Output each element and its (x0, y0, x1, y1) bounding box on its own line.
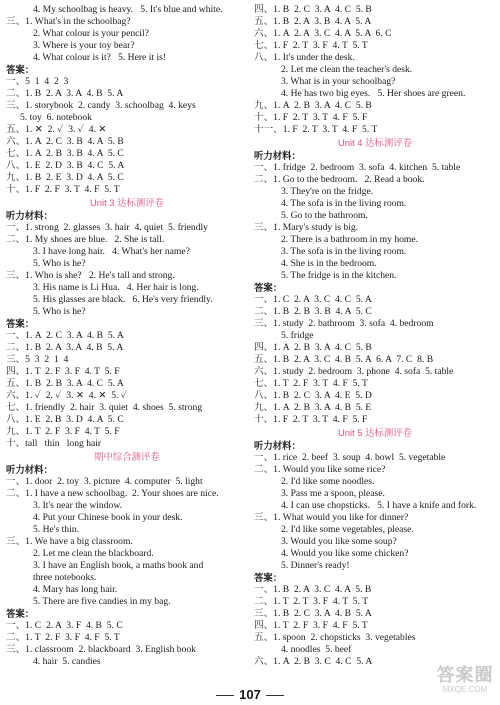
answer-line: 一、1. C 2. A 3. F 4. B 5. C (6, 620, 123, 631)
answer-line: 八、1. It's under the desk. (254, 52, 355, 63)
answer-line: 三、1. What would you like for dinner? (254, 512, 409, 523)
answer-line: 3. Where is your toy bear? (33, 40, 135, 51)
answer-line: 四、1. B 2. C 3. A 4. C 5. B (254, 4, 372, 15)
answer-line: 十、1. F 2. T 3. T 4. F 5. F (254, 112, 368, 123)
section-heading: Unit 5 达标测评卷 (338, 427, 412, 438)
answer-line: three notebooks. (33, 572, 97, 583)
answer-line: 4. hair 5. candies (33, 656, 101, 667)
answer-line: 三、1. storybook 2. candy 3. schoolbag 4. keys (6, 100, 196, 111)
answer-line: 3. I have long hair. 4. What's her name? (33, 246, 190, 257)
answer-line: 六、1. A 2. B 3. C 4. C 5. A (254, 656, 373, 667)
answer-line: 八、1. E 2. D 3. B 4. C 5. A (6, 160, 125, 171)
section-label: 答案： (6, 318, 35, 329)
answer-line: 二、1. T 2. T 3. F 4. T 5. T (254, 596, 369, 607)
answer-line: 4. He has two big eyes. 5. Her shoes are green. (281, 88, 466, 99)
answer-line: 5. There are five candies in my bag. (33, 596, 171, 607)
section-label: 听力材料： (6, 464, 53, 475)
answer-line: 4. I can use chopsticks. 5. I have a knife and fork. (281, 500, 477, 511)
answer-line: 九、1. A 2. B 3. A 4. B 5. E (254, 402, 372, 413)
page-number-dash-left (216, 695, 234, 696)
answer-line: 三、1. B 2. C 3. A 4. B 5. A (254, 608, 372, 619)
answer-line: 二、1. I have a new schoolbag. 2. Your shoes are nice. (6, 488, 219, 499)
section-label: 答案： (254, 572, 283, 583)
answer-line: 3. I have an English book, a maths book and (33, 560, 204, 571)
answer-line: 三、1. study 2. bathroom 3. sofa 4. bedroom (254, 318, 434, 329)
answer-line: 3. His name is Li Hua. 4. Her hair is long. (33, 282, 199, 293)
answer-line: 二、1. Would you like some rice? (254, 464, 386, 475)
answer-line: 三、1. We have a big classroom. (6, 536, 133, 547)
answer-line: 七、1. A 2. B 3. B 4. A 5. C (6, 148, 124, 159)
answer-line: 四、1. A 2. B 3. A 4. C 5. B (254, 342, 372, 353)
answer-line: 4. noodles 5. beef (281, 644, 352, 655)
answer-line: 三、1. What's in the schoolbag? (6, 16, 131, 27)
answer-line: 七、1. T 2. F 3. T 4. F 5. T (254, 378, 368, 389)
answer-line: 五、1. B 2. A 3. C 4. B 5. A 6. A 7. C 8. B (254, 354, 434, 365)
answer-line: 5. fridge (281, 330, 314, 341)
answer-line: 四、1. T 2. F 3. F 4. T 5. F (6, 366, 120, 377)
answer-line: 九、1. T 2. F 3. F 4. T 5. F (6, 426, 120, 437)
answer-line: 4. My schoolbag is heavy. 5. It's blue and white. (33, 4, 223, 15)
section-label: 答案： (254, 282, 283, 293)
answer-line: 一、1. A 2. C 3. A 4. B 5. A (6, 330, 124, 341)
answer-line: 一、1. strong 2. glasses 3. hair 4. quiet 5. friendly (6, 222, 208, 233)
section-label: 听力材料： (254, 150, 301, 161)
section-label: 答案： (6, 64, 35, 75)
answer-line: 三、5 3 2 1 4 (6, 354, 69, 365)
answer-line: 5. Who is he? (33, 258, 86, 269)
answer-line: 2. What colour is your pencil? (33, 28, 149, 39)
answer-line: 八、1. E 2. B 3. D 4. A 5. C (6, 414, 124, 425)
watermark-logo (434, 665, 496, 701)
answer-line: 十、1. F 2. T 3. T 4. F 5. F (254, 414, 368, 425)
answer-line: 一、1. door 2. toy 3. picture 4. computer 5. light (6, 476, 203, 487)
section-heading: Unit 4 达标测评卷 (338, 137, 412, 148)
answer-line: 5. His glasses are black. 6. He's very friendly. (33, 294, 213, 305)
answer-line: 三、1. Mary's study is big. (254, 222, 359, 233)
answer-line: 一、1. fridge 2. bedroom 3. sofa 4. kitchen 5. table (254, 162, 461, 173)
answer-line: 二、1. B 2. A 3. A 4. B 5. A (6, 342, 124, 353)
answer-line: 五、1. B 2. A 3. B 4. A 5. A (254, 16, 372, 27)
watermark-url: MXQE.COM (442, 685, 488, 694)
answer-line: 二、1. B 2. B 3. B 4. A 5. C (254, 306, 372, 317)
answer-line: 5. toy 6. notebook (20, 112, 92, 123)
answer-line: 二、1. My shoes are blue. 2. She is tall. (6, 234, 165, 245)
answer-line: 5. Who is he? (33, 306, 86, 317)
answer-line: 3. What is in your schoolbag? (281, 76, 396, 87)
answer-line: 四、1. T 2. F 3. F 4. F 5. T (254, 620, 368, 631)
answer-line: 七、1. F 2. T 3. F 4. T 5. T (254, 40, 368, 51)
answer-line: 2. There is a bathroom in my home. (281, 234, 419, 245)
answer-line: 六、1. ✓ 2. ✓ 3. ✕ 4. ✕ 5. ✓ (6, 390, 127, 401)
answer-line: 5. The fridge is in the kitchen. (281, 270, 397, 281)
answer-line: 八、1. B 2. C 3. A 4. E 5. D (254, 390, 372, 401)
answer-line: 3. The sofa is in the living room. (281, 246, 407, 257)
answer-line: 4. The sofa is in the living room. (281, 198, 407, 209)
left-column (6, 4, 248, 668)
answer-line: 一、1. B 2. A 3. C 4. A 5. B (254, 584, 372, 595)
answer-line: 2. I'd like some vegetables, please. (281, 524, 414, 535)
answer-line: 六、1. A 2. C 3. B 4. A 5. B (6, 136, 124, 147)
answer-line: 2. Let me clean the teacher's desk. (281, 64, 413, 75)
answer-line: 3. It's near the window. (33, 500, 123, 511)
answer-line: 2. Let me clean the blackboard. (33, 548, 154, 559)
answer-line: 六、1. A 2. A 3. C 4. A 5. A 6. C (254, 28, 392, 39)
section-label: 听力材料： (6, 210, 53, 221)
answer-line: 二、1. T 2. F 3. F 4. F 5. T (6, 632, 120, 643)
answer-line: 九、1. A 2. B 3. A 4. C 5. B (254, 100, 372, 111)
answer-line: 三、1. Who is she? 2. He's tall and strong. (6, 270, 175, 281)
answer-line: 十、tall thin long hair (6, 438, 102, 449)
answer-line: 5. Go to the bathroom. (281, 210, 368, 221)
section-label: 听力材料： (254, 440, 301, 451)
right-column (254, 4, 496, 668)
answer-line: 4. Would you like some chicken? (281, 548, 409, 559)
answer-line: 十一、1. F 2. T 3. T 4. F 5. T (254, 124, 378, 135)
answer-line: 5. He's thin. (33, 524, 79, 535)
watermark-text: 答案圈 (436, 665, 494, 685)
answer-line: 二、1. B 2. A 3. A 4. B 5. A (6, 88, 124, 99)
page-number-dash-right (266, 695, 284, 696)
answer-line: 九、1. B 2. E 3. D 4. A 5. C (6, 172, 124, 183)
answer-line: 3. Would you like some soup? (281, 536, 397, 547)
answer-line: 十、1. F 2. F 3. T 4. F 5. T (6, 184, 120, 195)
answer-line: 4. Put your Chinese book in your desk. (33, 512, 183, 523)
answer-line: 一、1. C 2. A 3. C 4. C 5. A (254, 294, 372, 305)
answer-line: 六、1. study 2. bedroom 3. phone 4. sofa 5. table (254, 366, 454, 377)
answer-line: 三、1. classroom 2. blackboard 3. English book (6, 644, 196, 655)
page-number-text: 107 (239, 687, 261, 702)
section-heading: 期中综合测评卷 (94, 451, 160, 462)
answer-line: 4. She is in the bedroom. (281, 258, 377, 269)
section-label: 答案： (6, 608, 35, 619)
answer-line: 五、1. B 2. B 3. A 4. C 5. A (6, 378, 124, 389)
answer-line: 3. They're on the fridge. (281, 186, 374, 197)
answer-line: 五、1. ✕ 2. ✓ 3. ✓ 4. ✕ (6, 124, 107, 135)
answer-line: 一、5 1 4 2 3 (6, 76, 69, 87)
page-number (0, 687, 500, 702)
answer-line: 一、1. rice 2. beef 3. soup 4. bowl 5. vegetable (254, 452, 446, 463)
answer-line: 5. Dinner's ready! (281, 560, 350, 571)
answer-line: 4. Mary has long hair. (33, 584, 118, 595)
answer-line: 4. What colour is it? 5. Here it is! (33, 52, 167, 63)
answer-line: 七、1. friendly 2. hair 3. quiet 4. shoes 5. strong (6, 402, 203, 413)
answer-line: 3. Pass me a spoon, please. (281, 488, 385, 499)
answer-line: 五、1. spoon 2. chopsticks 3. vegetables (254, 632, 416, 643)
answer-line: 2. I'd like some noodles. (281, 476, 375, 487)
section-heading: Unit 3 达标测评卷 (90, 197, 164, 208)
answer-line: 二、1. Go to the bedroom. 2. Read a book. (254, 174, 425, 185)
